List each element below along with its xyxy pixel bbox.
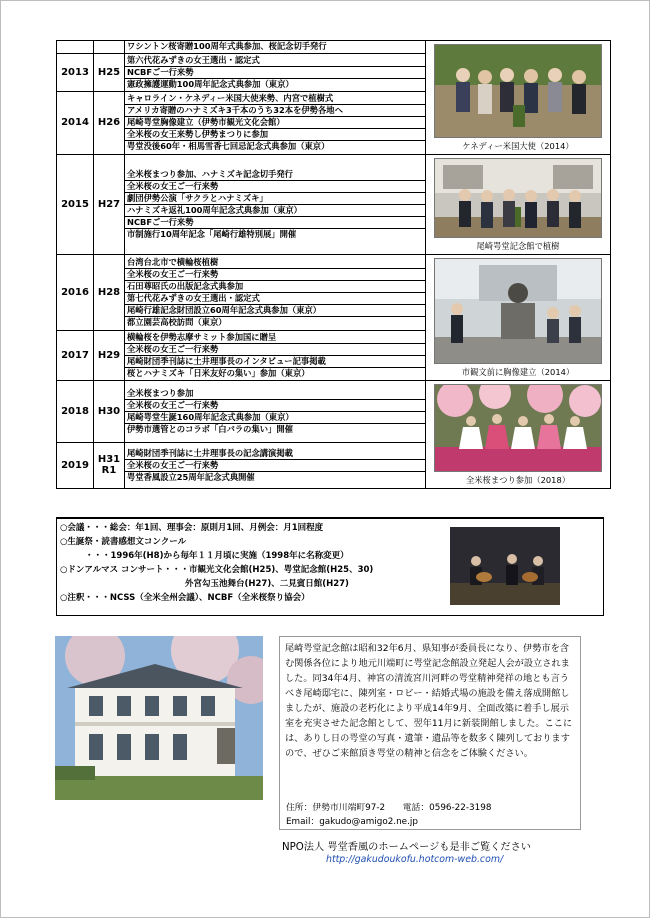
event-item: 全米桜まつり参加、ハナミズキ記念切手発行 [125, 169, 425, 181]
note-line: ○注釈・・・NCSS（全米全州会議）、NCBF（全米桜祭り協会） [60, 593, 310, 603]
photo-cell-kennedy [426, 41, 611, 155]
era-cell: H26 [94, 91, 125, 154]
event-item: 劇団伊勢公演「サクラとハナミズキ」 [125, 193, 425, 205]
era-cell [94, 41, 125, 54]
event-item: 台湾台北市で横輪桜植樹 [125, 257, 425, 269]
event-item: 伊勢市選管とのコラボ「白バラの集い」開催 [127, 423, 293, 434]
table-row [57, 381, 611, 443]
photo-caption: ケネディー米国大使（2014） [462, 141, 574, 151]
notes-box [56, 517, 604, 616]
era-cell: H28 [94, 255, 125, 331]
year-cell [57, 41, 94, 54]
note-line: 外宮勾玉池舞台(H27)、二見賓日館(H27) [185, 579, 349, 589]
year-cell: 2016 [57, 255, 94, 331]
photo-kinenkan-planting [434, 158, 602, 238]
event-item: 全米桜の女王ご一行来勢 [125, 181, 425, 193]
event-item: 尾崎咢堂生誕160周年記念式典参加（東京） [125, 412, 425, 424]
event-item: 市制施行10周年記念「尾崎行雄特別展」開催 [127, 229, 297, 239]
photo-bust-statue [434, 258, 602, 364]
homepage-link[interactable]: http://gakudoukofu.hotcom-web.com/ [326, 854, 504, 865]
photo-caption: 尾崎咢堂記念館で植樹 [476, 241, 560, 251]
photo-cell-bust [426, 255, 611, 381]
event-item: 全米桜の女王来勢し伊勢まつりに参加 [125, 129, 425, 141]
note-line: ○会議・・・総会：年1回、理事会：原則月1回、月例会：月1回程度 [60, 523, 324, 533]
events-cell [125, 41, 426, 54]
history-table [56, 40, 611, 489]
photo-concert [450, 527, 560, 605]
event-item: 咢堂没後60年・相馬雪香七回忌記念式典参加（東京） [127, 141, 330, 152]
event-item: アメリカ寄贈のハナミズキ3千本のうち32本を伊勢各地へ [125, 105, 425, 117]
year-cell: 2019 [57, 442, 94, 488]
events-cell [125, 381, 426, 443]
event-item: 全米桜の女王ご一行来勢 [125, 400, 425, 412]
events-cell [125, 442, 426, 488]
table-row [57, 41, 611, 54]
photo-caption: 市観文前に胸像建立（2014） [461, 367, 575, 377]
photo-cell-sakura-festival [426, 381, 611, 489]
event-item: 憲政擁護運動100周年記念式典参加（東京） [127, 78, 294, 89]
npo-homepage-text: NPO法人 咢堂香風のホームページも是非ご覧ください [282, 842, 531, 853]
photo-sakura-festival [434, 384, 602, 472]
table-row [57, 155, 611, 255]
event-item: 全米桜の女王ご一行来勢 [125, 460, 425, 472]
event-item: 全米桜の女王ご一行来勢 [125, 269, 425, 281]
photo-kinenkan-building [55, 636, 263, 800]
year-cell: 2014 [57, 91, 94, 154]
event-item: 尾崎財団季刊誌に土井理事長の記念講演掲載 [125, 448, 425, 460]
era-cell: H29 [94, 330, 125, 380]
event-item: キャロライン・ケネディー米国大使来勢、内宮で植樹式 [125, 93, 425, 105]
event-item: 尾崎咢堂胸像建立（伊勢市観光文化会館） [125, 117, 425, 129]
event-item: 石田尊昭氏の出版記念式典参加 [125, 281, 425, 293]
event-item: 都立園芸高校訪問（東京） [127, 316, 227, 327]
events-cell [125, 330, 426, 380]
events-cell [125, 155, 426, 255]
museum-address: 住所：伊勢市川端町97-2 電話：0596-22-3198 [286, 803, 492, 813]
era-cell: H30 [94, 381, 125, 443]
event-item: ワシントン桜寄贈100周年式典参加、桜記念切手発行 [127, 41, 327, 52]
museum-email[interactable]: Email：gakudo@amigo2.ne.jp [286, 817, 418, 827]
event-item: 咢堂香風設立25周年記念式典開催 [127, 471, 255, 482]
events-cell [125, 255, 426, 331]
year-cell: 2018 [57, 381, 94, 443]
event-item: ハナミズキ返礼100周年記念式典参加（東京） [125, 205, 425, 217]
event-item: NCBFご一行来勢 [125, 67, 425, 79]
event-item: NCBFご一行来勢 [125, 217, 425, 229]
event-item: 横輪桜を伊勢志摩サミット参加国に贈呈 [125, 332, 425, 344]
event-item: 全米桜まつり参加 [125, 388, 425, 400]
museum-info-box [279, 636, 581, 830]
era-cell: H25 [94, 53, 125, 91]
note-line: ○ドンアルマス コンサート・・・市観光文化会館(H25)、咢堂記念館(H25、30) [60, 565, 374, 575]
event-item: 全米桜の女王ご一行来勢 [125, 344, 425, 356]
event-item: 第六代花みずきの女王選出・認定式 [125, 55, 425, 67]
year-cell: 2017 [57, 330, 94, 380]
event-item: 桜とハナミズキ「日米友好の集い」参加（東京） [127, 367, 310, 378]
photo-cell-kinenkan [426, 155, 611, 255]
event-item: 第七代花みずきの女王選出・認定式 [125, 293, 425, 305]
event-item: 尾崎行雄記念財団設立60周年記念式典参加（東京） [125, 305, 425, 317]
events-cell [125, 91, 426, 154]
year-cell: 2015 [57, 155, 94, 255]
era-cell: H27 [94, 155, 125, 255]
note-line: ・・・1996年(H8)から毎年１１月頃に実施（1998年に名称変更） [85, 551, 349, 561]
photo-caption: 全米桜まつり参加（2018） [465, 475, 571, 485]
events-cell [125, 53, 426, 91]
event-item: 尾崎財団季刊誌に土井理事長のインタビュー記事掲載 [125, 356, 425, 368]
note-line: ○生誕祭・読書感想文コンクール [60, 537, 187, 547]
year-cell: 2013 [57, 53, 94, 91]
museum-description: 尾崎咢堂記念館は昭和32年6月、県知事が委員長になり、伊勢市を含む関係各位により地元川端町に咢堂記念館設立発起人会が設立されました。同34年4月、神宮の清流宮川河畔の咢堂精神発祥の地とも言うべき尾崎邸宅に、陳列室・ロビー・結婚式場の施設を備え落成開館しましたが、施設の老朽化により平成14年9月、全面改築に着手し展示室を充実させた記念館として、翌年11月に新装開館しました。ここには、ありし日の咢堂の写真・遺筆・遺品等を数多く陳列しておりますので、ぜひご来館頂き咢堂の精神と信念をご体験ください。 [285, 643, 573, 759]
photo-kennedy-planting [434, 44, 602, 138]
table-row [57, 255, 611, 331]
era-cell: H31 R1 [94, 442, 125, 488]
